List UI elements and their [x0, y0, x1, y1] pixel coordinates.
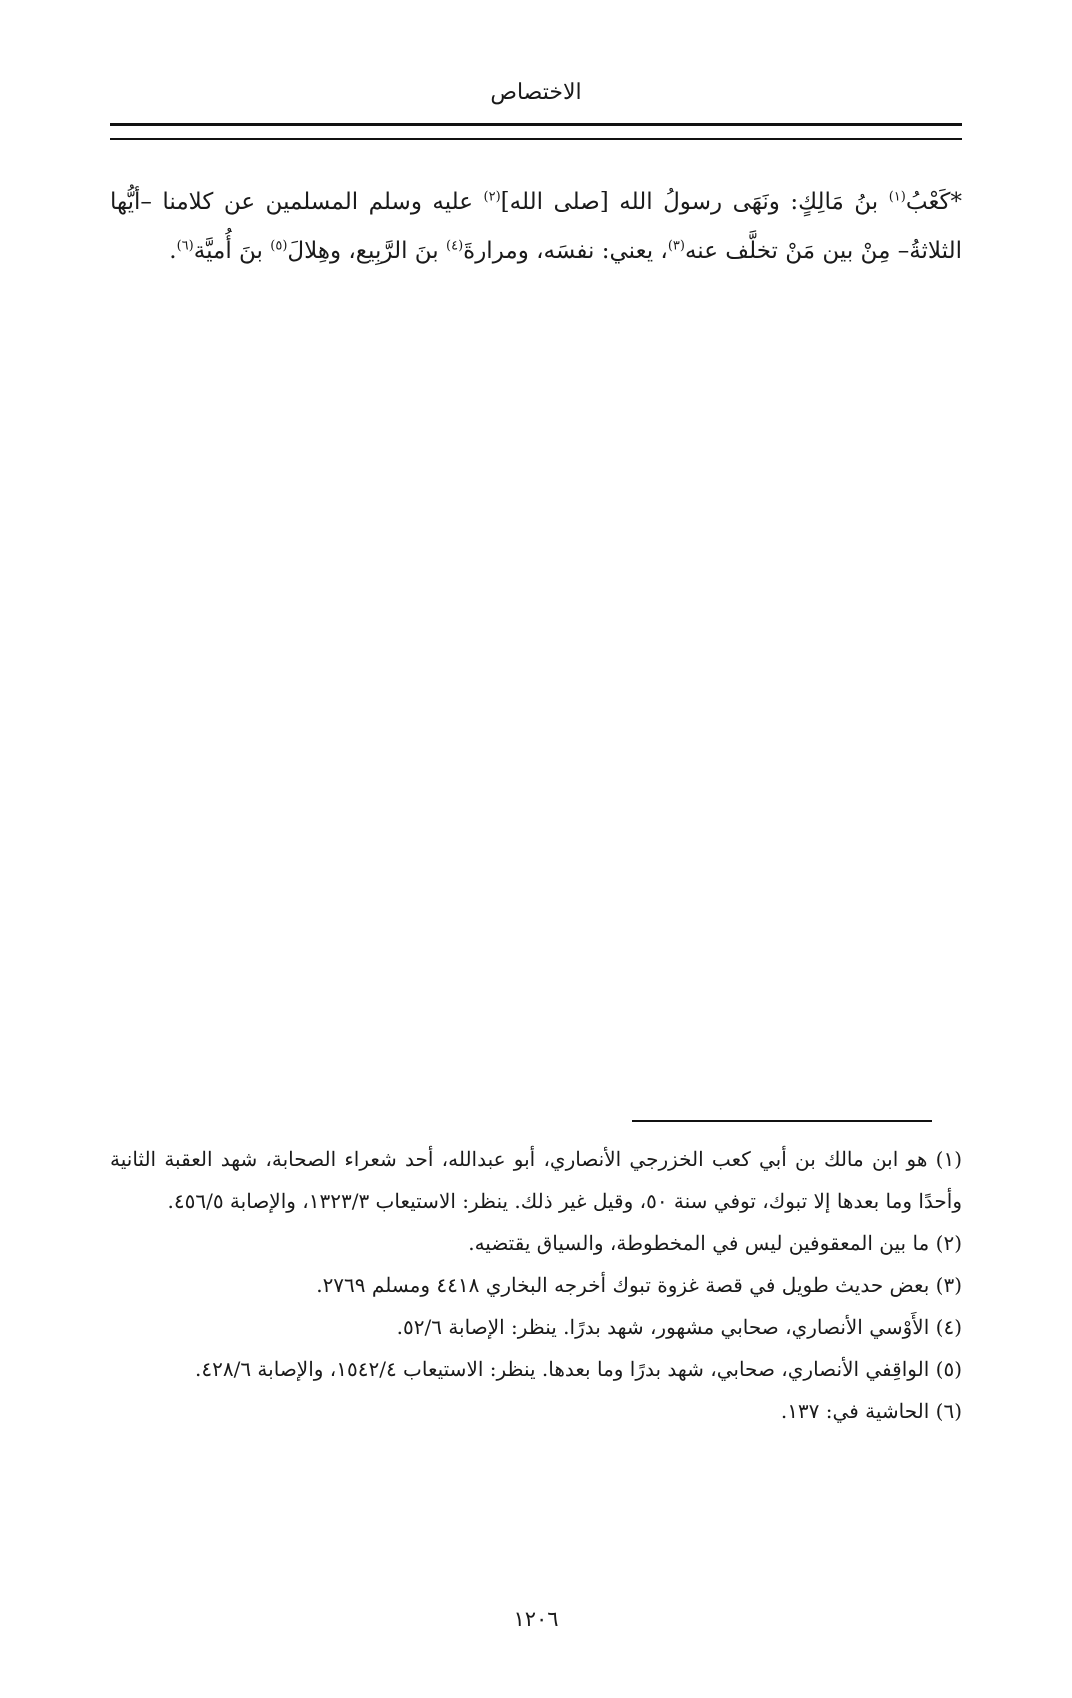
text-segment: *كَعْبُ: [905, 189, 962, 215]
text-segment: عليه وسلم المسلمين عن كلامنا –أيُّها الثلاثةُ– مِنْ بين مَنْ تخلَّف عنه: [110, 189, 962, 264]
footnote-separator: [632, 1120, 932, 1122]
footnote-3: (٣) بعض حديث طويل في قصة غزوة تبوك أخرجه البخاري ٤٤١٨ ومسلم ٢٧٦٩.: [316, 1273, 962, 1297]
page-number: ١٢٠٦: [513, 1607, 559, 1631]
text-segment: بنَ الرَّبِيع، وهِلالَ: [287, 238, 446, 264]
footnote-1: (١) هو ابن مالك بن أبي كعب الخزرجي الأنصاري، أبو عبدالله، أحد شعراء الصحابة، شهد العقبة الثانية وأحدًا وما بعدها إلا تبوك، توفي سنة ٥٠، وقيل غير ذلك. ينظر: الاستيعاب ١٣٢٣/٣، والإصابة ٤٥٦/٥.: [110, 1147, 962, 1213]
footnote-ref-5: (٥): [270, 238, 288, 254]
header-rule-thin: [110, 138, 962, 140]
footnote-ref-1: (١): [888, 189, 906, 205]
footnote-4: (٤) الأَوْسي الأنصاري، صحابي مشهور، شهد بدرًا. ينظر: الإصابة ٥٢/٦.: [396, 1315, 962, 1339]
footnote-2: (٢) ما بين المعقوفين ليس في المخطوطة، والسياق يقتضيه.: [468, 1231, 962, 1255]
main-text: [110, 178, 962, 276]
footnote-ref-6: (٦): [176, 238, 194, 254]
footnote-6: (٦) الحاشية في: ١٣٧.: [780, 1399, 962, 1423]
text-segment: ، يعني: نفسَه، ومرارةَ: [463, 238, 668, 264]
header-rule-thick: [110, 123, 962, 126]
text-segment: بنَ أُميَّة: [193, 238, 271, 264]
text-segment: .: [169, 238, 177, 264]
running-header: الاختصاص: [490, 80, 582, 105]
footnote-ref-4: (٤): [446, 238, 464, 254]
footnote-ref-2: (٢): [483, 189, 501, 205]
text-segment: بنُ مَالِكٍ: ونَهَى رسولُ الله [صلى الله]: [500, 189, 889, 215]
footnotes: [110, 1138, 962, 1432]
footnote-ref-3: (٣): [667, 238, 685, 254]
footnote-5: (٥) الواقِفي الأنصاري، صحابي، شهد بدرًا وما بعدها. ينظر: الاستيعاب ١٥٤٢/٤، والإصابة ٤٢٨/٦.: [195, 1357, 962, 1381]
